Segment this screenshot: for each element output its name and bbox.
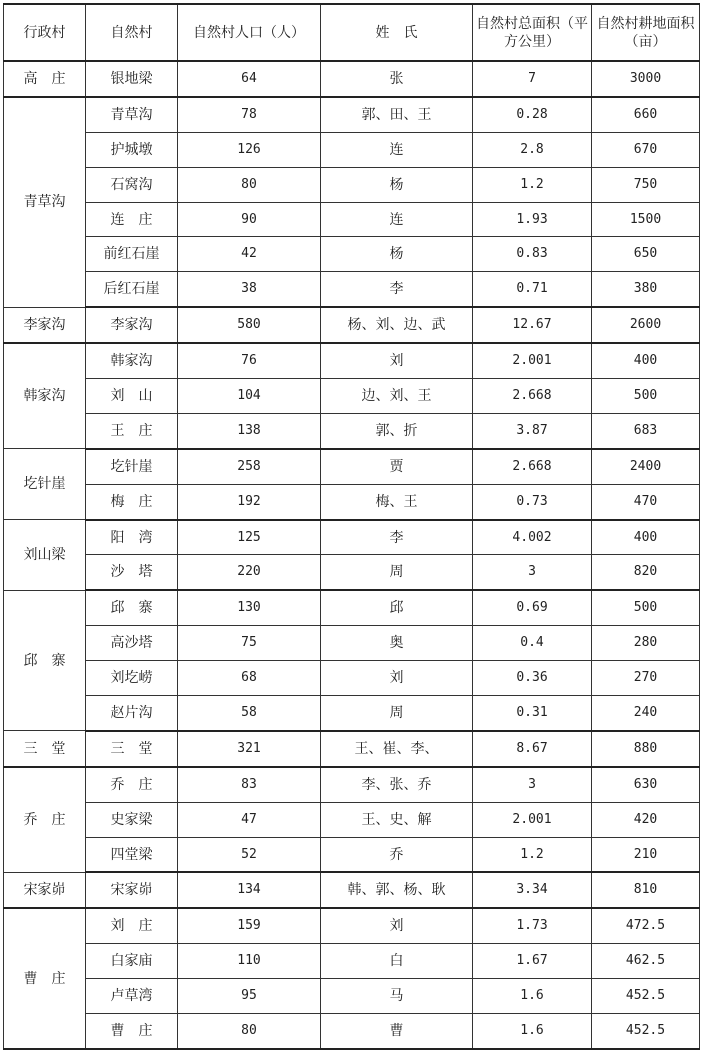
population-cell: 130	[178, 590, 321, 625]
population-cell: 80	[178, 1014, 321, 1049]
total-area-cell: 0.36	[473, 661, 592, 696]
surname-cell: 贾	[321, 449, 473, 484]
farmland-cell: 500	[592, 379, 700, 414]
header-population: 自然村人口（人）	[178, 4, 321, 61]
total-area-cell: 3.34	[473, 872, 592, 908]
header-natural-village: 自然村	[86, 4, 178, 61]
total-area-cell: 2.001	[473, 802, 592, 837]
total-area-cell: 2.8	[473, 132, 592, 167]
population-cell: 258	[178, 449, 321, 484]
surname-cell: 杨	[321, 167, 473, 202]
header-surnames: 姓 氏	[321, 4, 473, 61]
surname-cell: 李、张、乔	[321, 767, 473, 802]
surname-cell: 刘	[321, 908, 473, 943]
surname-cell: 邱	[321, 590, 473, 625]
population-cell: 134	[178, 872, 321, 908]
farmland-cell: 470	[592, 484, 700, 519]
table-row	[4, 61, 700, 97]
natural-village-cell: 后红石崖	[86, 272, 178, 307]
table-row	[4, 661, 700, 696]
header-admin-village: 行政村	[4, 4, 86, 61]
table-row	[4, 202, 700, 237]
population-cell: 126	[178, 132, 321, 167]
total-area-cell: 2.668	[473, 449, 592, 484]
farmland-cell: 670	[592, 132, 700, 167]
table-row	[4, 413, 700, 448]
header-row	[4, 4, 700, 61]
surname-cell: 李	[321, 272, 473, 307]
natural-village-cell: 圪针崖	[86, 449, 178, 484]
table-row	[4, 872, 700, 908]
total-area-cell: 1.6	[473, 1014, 592, 1049]
population-cell: 159	[178, 908, 321, 943]
farmland-cell: 3000	[592, 61, 700, 97]
total-area-cell: 1.2	[473, 837, 592, 872]
table-row	[4, 97, 700, 132]
table-row	[4, 626, 700, 661]
population-cell: 47	[178, 802, 321, 837]
surname-cell: 周	[321, 696, 473, 731]
surname-cell: 连	[321, 132, 473, 167]
farmland-cell: 2400	[592, 449, 700, 484]
surname-cell: 马	[321, 979, 473, 1014]
natural-village-cell: 四堂梁	[86, 837, 178, 872]
total-area-cell: 7	[473, 61, 592, 97]
population-cell: 580	[178, 307, 321, 343]
surname-cell: 郭、折	[321, 413, 473, 448]
natural-village-cell: 刘 山	[86, 379, 178, 414]
total-area-cell: 0.4	[473, 626, 592, 661]
table-row	[4, 379, 700, 414]
natural-village-cell: 石窝沟	[86, 167, 178, 202]
table-row	[4, 307, 700, 343]
farmland-cell: 683	[592, 413, 700, 448]
admin-village-cell: 高 庄	[4, 61, 86, 97]
population-cell: 138	[178, 413, 321, 448]
surname-cell: 刘	[321, 343, 473, 378]
farmland-cell: 820	[592, 555, 700, 590]
surname-cell: 杨、刘、边、武	[321, 307, 473, 343]
population-cell: 192	[178, 484, 321, 519]
farmland-cell: 420	[592, 802, 700, 837]
admin-village-cell: 三 堂	[4, 731, 86, 767]
total-area-cell: 8.67	[473, 731, 592, 767]
population-cell: 125	[178, 520, 321, 555]
total-area-cell: 4.002	[473, 520, 592, 555]
farmland-cell: 400	[592, 343, 700, 378]
surname-cell: 周	[321, 555, 473, 590]
farmland-cell: 660	[592, 97, 700, 132]
farmland-cell: 880	[592, 731, 700, 767]
natural-village-cell: 护城墩	[86, 132, 178, 167]
natural-village-cell: 曹 庄	[86, 1014, 178, 1049]
surname-cell: 韩、郭、杨、耿	[321, 872, 473, 908]
farmland-cell: 462.5	[592, 944, 700, 979]
population-cell: 220	[178, 555, 321, 590]
surname-cell: 王、史、解	[321, 802, 473, 837]
table-row	[4, 343, 700, 378]
table-row	[4, 944, 700, 979]
surname-cell: 边、刘、王	[321, 379, 473, 414]
table-row	[4, 132, 700, 167]
population-cell: 104	[178, 379, 321, 414]
population-cell: 95	[178, 979, 321, 1014]
table-row	[4, 237, 700, 272]
surname-cell: 刘	[321, 661, 473, 696]
total-area-cell: 0.28	[473, 97, 592, 132]
surname-cell: 连	[321, 202, 473, 237]
natural-village-cell: 宋家峁	[86, 872, 178, 908]
natural-village-cell: 王 庄	[86, 413, 178, 448]
total-area-cell: 3	[473, 767, 592, 802]
total-area-cell: 1.6	[473, 979, 592, 1014]
total-area-cell: 3	[473, 555, 592, 590]
population-cell: 90	[178, 202, 321, 237]
table-row	[4, 731, 700, 767]
surname-cell: 奥	[321, 626, 473, 661]
table-body	[4, 61, 700, 1049]
admin-village-cell: 李家沟	[4, 307, 86, 343]
surname-cell: 白	[321, 944, 473, 979]
natural-village-cell: 梅 庄	[86, 484, 178, 519]
total-area-cell: 1.73	[473, 908, 592, 943]
admin-village-cell: 曹 庄	[4, 908, 86, 1049]
total-area-cell: 12.67	[473, 307, 592, 343]
table-row	[4, 696, 700, 731]
table-row	[4, 837, 700, 872]
header-farmland-area: 自然村耕地面积（亩）	[592, 4, 700, 61]
table-row	[4, 272, 700, 307]
natural-village-cell: 卢草湾	[86, 979, 178, 1014]
natural-village-cell: 赵片沟	[86, 696, 178, 731]
table-row	[4, 555, 700, 590]
table-row	[4, 802, 700, 837]
table-row	[4, 449, 700, 484]
natural-village-cell: 高沙塔	[86, 626, 178, 661]
surname-cell: 郭、田、王	[321, 97, 473, 132]
total-area-cell: 0.73	[473, 484, 592, 519]
natural-village-cell: 邱 寨	[86, 590, 178, 625]
population-cell: 42	[178, 237, 321, 272]
table-row	[4, 484, 700, 519]
farmland-cell: 452.5	[592, 979, 700, 1014]
population-cell: 110	[178, 944, 321, 979]
farmland-cell: 270	[592, 661, 700, 696]
farmland-cell: 2600	[592, 307, 700, 343]
natural-village-cell: 三 堂	[86, 731, 178, 767]
natural-village-cell: 乔 庄	[86, 767, 178, 802]
natural-village-cell: 连 庄	[86, 202, 178, 237]
population-cell: 64	[178, 61, 321, 97]
farmland-cell: 452.5	[592, 1014, 700, 1049]
total-area-cell: 1.67	[473, 944, 592, 979]
admin-village-cell: 圪针崖	[4, 449, 86, 520]
total-area-cell: 0.31	[473, 696, 592, 731]
total-area-cell: 2.001	[473, 343, 592, 378]
table-row	[4, 167, 700, 202]
total-area-cell: 0.69	[473, 590, 592, 625]
farmland-cell: 380	[592, 272, 700, 307]
natural-village-cell: 韩家沟	[86, 343, 178, 378]
population-cell: 78	[178, 97, 321, 132]
natural-village-cell: 白家庙	[86, 944, 178, 979]
population-cell: 38	[178, 272, 321, 307]
surname-cell: 李	[321, 520, 473, 555]
natural-village-cell: 银地梁	[86, 61, 178, 97]
population-cell: 75	[178, 626, 321, 661]
surname-cell: 张	[321, 61, 473, 97]
natural-village-cell: 前红石崖	[86, 237, 178, 272]
total-area-cell: 1.93	[473, 202, 592, 237]
natural-village-cell: 青草沟	[86, 97, 178, 132]
total-area-cell: 3.87	[473, 413, 592, 448]
population-cell: 52	[178, 837, 321, 872]
table-row	[4, 520, 700, 555]
farmland-cell: 1500	[592, 202, 700, 237]
natural-village-cell: 李家沟	[86, 307, 178, 343]
farmland-cell: 210	[592, 837, 700, 872]
admin-village-cell: 邱 寨	[4, 590, 86, 731]
surname-cell: 乔	[321, 837, 473, 872]
population-cell: 83	[178, 767, 321, 802]
table-row	[4, 767, 700, 802]
population-cell: 80	[178, 167, 321, 202]
admin-village-cell: 刘山梁	[4, 520, 86, 591]
farmland-cell: 472.5	[592, 908, 700, 943]
admin-village-cell: 宋家峁	[4, 872, 86, 908]
population-cell: 68	[178, 661, 321, 696]
admin-village-cell: 乔 庄	[4, 767, 86, 873]
total-area-cell: 1.2	[473, 167, 592, 202]
natural-village-cell: 史家梁	[86, 802, 178, 837]
population-cell: 76	[178, 343, 321, 378]
natural-village-cell: 沙 塔	[86, 555, 178, 590]
surname-cell: 曹	[321, 1014, 473, 1049]
natural-village-cell: 刘 庄	[86, 908, 178, 943]
farmland-cell: 810	[592, 872, 700, 908]
header-total-area: 自然村总面积（平方公里）	[473, 4, 592, 61]
farmland-cell: 650	[592, 237, 700, 272]
farmland-cell: 500	[592, 590, 700, 625]
table-row	[4, 590, 700, 625]
total-area-cell: 0.83	[473, 237, 592, 272]
total-area-cell: 2.668	[473, 379, 592, 414]
farmland-cell: 400	[592, 520, 700, 555]
village-table	[3, 3, 700, 1050]
admin-village-cell: 青草沟	[4, 97, 86, 307]
surname-cell: 王、崔、李、	[321, 731, 473, 767]
population-cell: 58	[178, 696, 321, 731]
table-row	[4, 979, 700, 1014]
table-row	[4, 908, 700, 943]
farmland-cell: 750	[592, 167, 700, 202]
surname-cell: 梅、王	[321, 484, 473, 519]
farmland-cell: 280	[592, 626, 700, 661]
admin-village-cell: 韩家沟	[4, 343, 86, 449]
natural-village-cell: 阳 湾	[86, 520, 178, 555]
farmland-cell: 240	[592, 696, 700, 731]
farmland-cell: 630	[592, 767, 700, 802]
surname-cell: 杨	[321, 237, 473, 272]
population-cell: 321	[178, 731, 321, 767]
natural-village-cell: 刘圪崂	[86, 661, 178, 696]
total-area-cell: 0.71	[473, 272, 592, 307]
